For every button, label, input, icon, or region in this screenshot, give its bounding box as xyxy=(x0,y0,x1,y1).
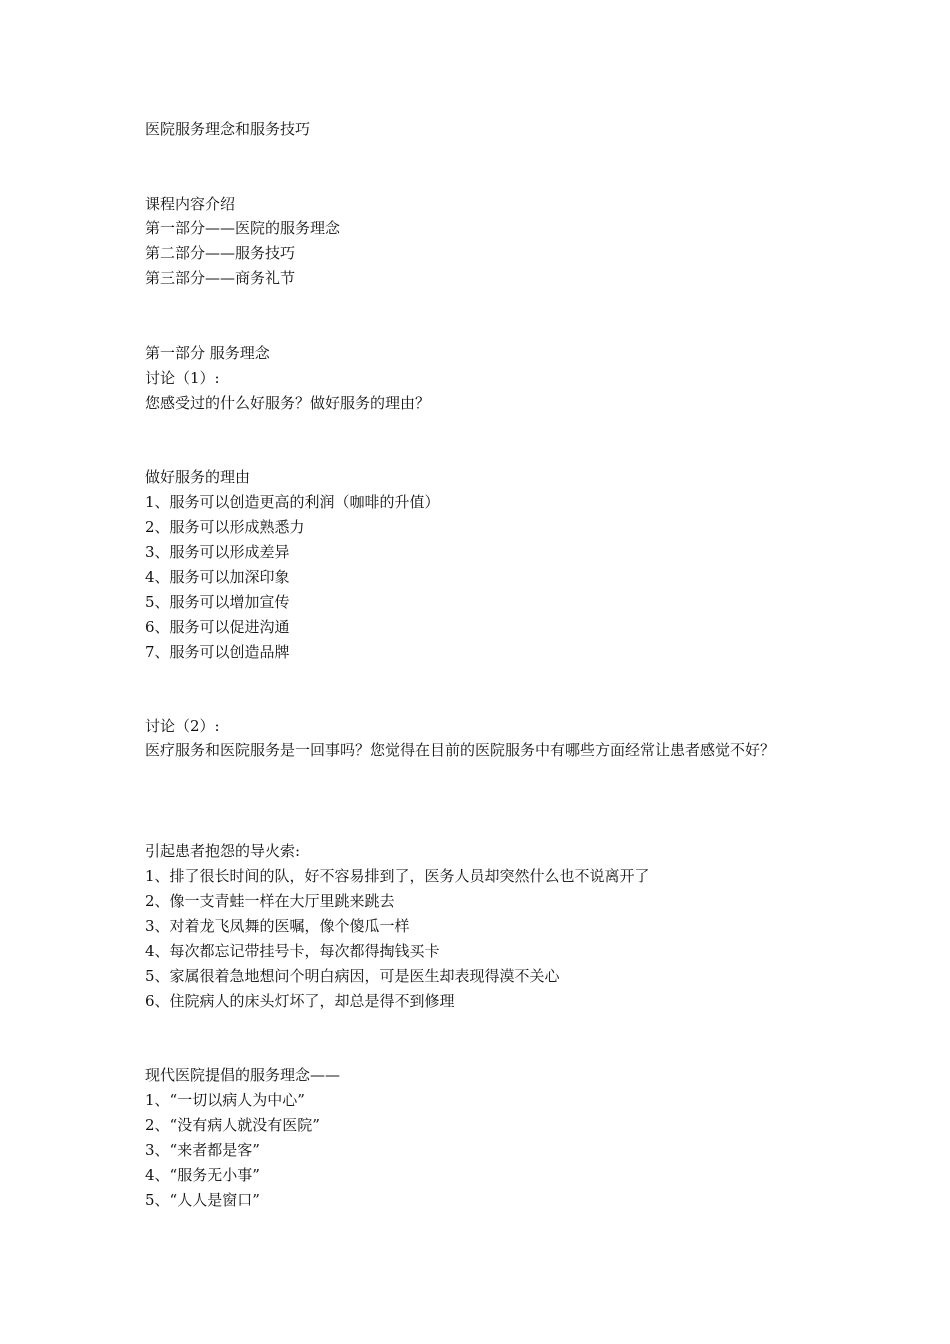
concept-item: 1、“一切以病人为中心” xyxy=(145,1091,305,1109)
reason-item: 6、服务可以促进沟通 xyxy=(145,618,290,636)
reason-item: 3、服务可以形成差异 xyxy=(145,543,290,561)
intro-item: 第一部分——医院的服务理念 xyxy=(145,219,341,237)
intro-item: 第二部分——服务技巧 xyxy=(145,244,296,262)
complaint-item: 3、对着龙飞凤舞的医嘱，像个傻瓜一样 xyxy=(145,917,410,935)
discussion2-label: 讨论（2）: xyxy=(145,717,220,735)
concept-item: 2、“没有病人就没有医院” xyxy=(145,1116,320,1134)
complaint-item: 2、像一支青蛙一样在大厅里跳来跳去 xyxy=(145,892,395,910)
concepts-heading: 现代医院提倡的服务理念—— xyxy=(145,1066,341,1084)
complaint-item: 1、排了很长时间的队，好不容易排到了，医务人员却突然什么也不说离开了 xyxy=(145,867,650,885)
concept-item: 5、“人人是窗口” xyxy=(145,1191,260,1209)
intro-item: 第三部分——商务礼节 xyxy=(145,269,296,287)
complaint-item: 5、家属很着急地想问个明白病因，可是医生却表现得漠不关心 xyxy=(145,967,560,985)
reason-item: 7、服务可以创造品牌 xyxy=(145,643,290,661)
complaint-item: 4、每次都忘记带挂号卡，每次都得掏钱买卡 xyxy=(145,942,440,960)
concept-item: 3、“来者都是客” xyxy=(145,1141,260,1159)
part1-heading: 第一部分 服务理念 xyxy=(145,344,270,362)
complaints-heading: 引起患者抱怨的导火索: xyxy=(145,842,301,860)
discussion2-question: 医疗服务和医院服务是一回事吗？您觉得在目前的医院服务中有哪些方面经常让患者感觉不好？ xyxy=(145,741,776,759)
reason-item: 4、服务可以加深印象 xyxy=(145,568,290,586)
reason-item: 1、服务可以创造更高的利润（咖啡的升值） xyxy=(145,493,440,511)
discussion1-question: 您感受过的什么好服务？做好服务的理由？ xyxy=(145,394,431,412)
reason-item: 5、服务可以增加宣传 xyxy=(145,593,290,611)
discussion1-label: 讨论（1）: xyxy=(145,369,220,387)
reasons-heading: 做好服务的理由 xyxy=(145,468,251,486)
intro-heading: 课程内容介绍 xyxy=(145,195,236,213)
complaint-item: 6、住院病人的床头灯坏了，却总是得不到修理 xyxy=(145,992,455,1010)
reason-item: 2、服务可以形成熟悉力 xyxy=(145,518,305,536)
concept-item: 4、“服务无小事” xyxy=(145,1166,260,1184)
document-title: 医院服务理念和服务技巧 xyxy=(145,120,311,138)
